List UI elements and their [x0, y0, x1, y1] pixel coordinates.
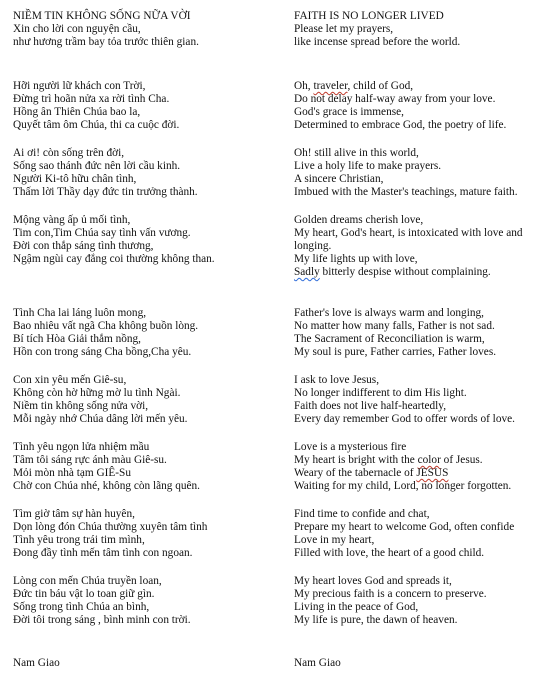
poem-line: Live a holy life to make prayers. [294, 160, 442, 172]
poem-line: Thấm lời Thầy dạy đức tin trưởng thành. [13, 186, 198, 198]
poem-line: My precious faith is a concern to preserve. [294, 588, 487, 600]
poem-line: Prepare my heart to welcome God, often confide [294, 521, 515, 533]
poem-line: Tình Cha lai láng luôn mong, [13, 307, 147, 319]
poem-line: Đời tôi trong sáng , bình minh con trời. [13, 614, 191, 626]
poem-line: Bao nhiêu vất ngã Cha không buồn lòng. [13, 320, 199, 332]
english-poem-author: Nam Giao [294, 657, 341, 669]
vietnamese-poem-body [13, 23, 278, 627]
stanza [13, 508, 278, 560]
poem-line: Golden dreams cherish love, [294, 214, 424, 226]
poem-line: Mộng vàng ấp ủ mối tình, [13, 214, 131, 226]
poem-line: Niềm tin không sống nửa vời, [13, 400, 149, 412]
poem-line: Oh! still alive in this world, [294, 147, 419, 159]
poem-line: Ngậm ngùi cay đắng coi thường không than. [13, 253, 215, 265]
poem-line: Đừng trì hoãn nửa xa rời tình Cha. [13, 93, 170, 105]
poem-line: Hồn con trong sáng Cha bồng,Cha yêu. [13, 346, 192, 358]
poem-line: Find time to confide and chat, [294, 508, 430, 520]
english-poem-body [294, 23, 534, 627]
stanza [294, 441, 534, 493]
poem-line: Mỏi mòn nhà tạm GIÊ-Su [13, 467, 131, 479]
spellcheck-mark: color [417, 454, 441, 466]
poem-line: My life lights up with love, [294, 253, 418, 265]
poem-line: The Sacrament of Reconciliation is warm, [294, 333, 485, 345]
stanza [294, 147, 534, 199]
poem-line: Đời con thắp sáng tình thương, [13, 240, 154, 252]
poem-line: My heart is bright with the color of Jesus. [294, 454, 483, 466]
poem-line: Xin cho lời con nguyện cầu, [13, 23, 141, 35]
poem-line: Tình yêu trong trái tim mình, [13, 534, 145, 546]
poem-line: My heart loves God and spreads it, [294, 575, 452, 587]
spellcheck-mark: JESUS [416, 467, 449, 479]
poem-line: Please let my prayers, [294, 23, 394, 35]
stanza [13, 80, 278, 132]
stanza [294, 214, 534, 279]
stanza [13, 147, 278, 199]
poem-line: Người Ki-tô hữu chân tình, [13, 173, 137, 185]
poem-line: like incense spread before the world. [294, 36, 461, 48]
poem-line: My heart, God's heart, is intoxicated with love and [294, 227, 523, 239]
stanza [294, 374, 534, 426]
english-poem-title: FAITH IS NO LONGER LIVED [294, 10, 444, 22]
poem-line: Hỡi người lữ khách con Trời, [13, 80, 146, 92]
poem-line: Chờ con Chúa nhé, không còn lãng quên. [13, 480, 201, 492]
spellcheck-mark: Sadly [294, 266, 320, 278]
vietnamese-poem-title: NIỀM TIN KHÔNG SỐNG NỮA VỜI [13, 10, 191, 22]
poem-line: Imbued with the Master's teachings, mature faith. [294, 186, 518, 198]
stanza [294, 508, 534, 560]
poem-line: Lòng con mến Chúa truyền loan, [13, 575, 162, 587]
stanza [13, 441, 278, 493]
poem-line: Waiting for my child, Lord, no longer forgotten. [294, 480, 512, 492]
poem-line: Tâm tôi sáng rực ánh màu Giê-su. [13, 454, 167, 466]
poem-line: Hồng ân Thiên Chúa bao la, [13, 106, 141, 118]
stanza [294, 23, 534, 49]
poem-line: Love is a mysterious fire [294, 441, 407, 453]
vietnamese-poem-column [13, 10, 278, 627]
poem-line: longing. [294, 240, 332, 252]
poem-line: Sống trong tình Chúa an bình, [13, 601, 150, 613]
poem-line: Tim con,Tim Chúa say tình vấn vương. [13, 227, 191, 239]
stanza [294, 575, 534, 627]
poem-line: Đức tin báu vật lo toan giữ gìn. [13, 588, 155, 600]
poem-line: Sadly bitterly despise without complaining. [294, 266, 491, 278]
poem-line: Oh, traveler, child of God, [294, 80, 414, 92]
poem-line: Love in my heart, [294, 534, 375, 546]
english-poem-column [294, 10, 534, 627]
poem-line: Đong đầy tình mến tâm tình con ngoan. [13, 547, 193, 559]
poem-line: Tình yêu ngọn lửa nhiệm mầu [13, 441, 150, 453]
stanza [13, 307, 278, 359]
poem-line: Con xin yêu mến Giê-su, [13, 374, 127, 386]
poem-line: Tìm giờ tâm sự hàn huyên, [13, 508, 135, 520]
poem-line: My life is pure, the dawn of heaven. [294, 614, 458, 626]
poem-line: Living in the peace of God, [294, 601, 419, 613]
poem-line: My soul is pure, Father carries, Father loves. [294, 346, 497, 358]
stanza [294, 307, 534, 359]
poem-line: Filled with love, the heart of a good child. [294, 547, 485, 559]
poem-line: No matter how many falls, Father is not sad. [294, 320, 495, 332]
poem-line: Every day remember God to offer words of love. [294, 413, 515, 425]
poem-line: A sincere Christian, [294, 173, 384, 185]
poem-line: Ai ơi! còn sống trên đời, [13, 147, 125, 159]
stanza [294, 80, 534, 132]
poem-line: Faith does not live half-heartedly, [294, 400, 447, 412]
poem-line: Không còn hờ hững mờ lu tình Ngài. [13, 387, 181, 399]
poem-line: Quyết tâm ôm Chúa, thi ca cuộc đời. [13, 119, 180, 131]
poem-line: Dọn lòng đón Chúa thường xuyên tâm tình [13, 521, 208, 533]
poem-line: No longer indifferent to dim His light. [294, 387, 467, 399]
poem-line: Determined to embrace God, the poetry of life. [294, 119, 507, 131]
poem-line: I ask to love Jesus, [294, 374, 380, 386]
poem-line: Bí tích Hòa Giải thắm nồng, [13, 333, 142, 345]
poem-line: Father's love is always warm and longing, [294, 307, 484, 319]
poem-line: God's grace is immense, [294, 106, 404, 118]
poem-line: Sống sao thánh đức nên lời cầu kinh. [13, 160, 181, 172]
spellcheck-mark: traveler [313, 80, 348, 92]
poem-line: Do not delay half-way away from your love. [294, 93, 496, 105]
poem-line: Mỗi ngày nhớ Chúa dâng lời mến yêu. [13, 413, 188, 425]
poem-line: Weary of the tabernacle of JESUS [294, 467, 449, 479]
stanza [13, 575, 278, 627]
stanza [13, 23, 278, 49]
stanza [13, 374, 278, 426]
vietnamese-poem-author: Nam Giao [13, 657, 60, 669]
poem-line: như hương trầm bay tỏa trước thiên gian. [13, 36, 199, 48]
stanza [13, 214, 278, 266]
